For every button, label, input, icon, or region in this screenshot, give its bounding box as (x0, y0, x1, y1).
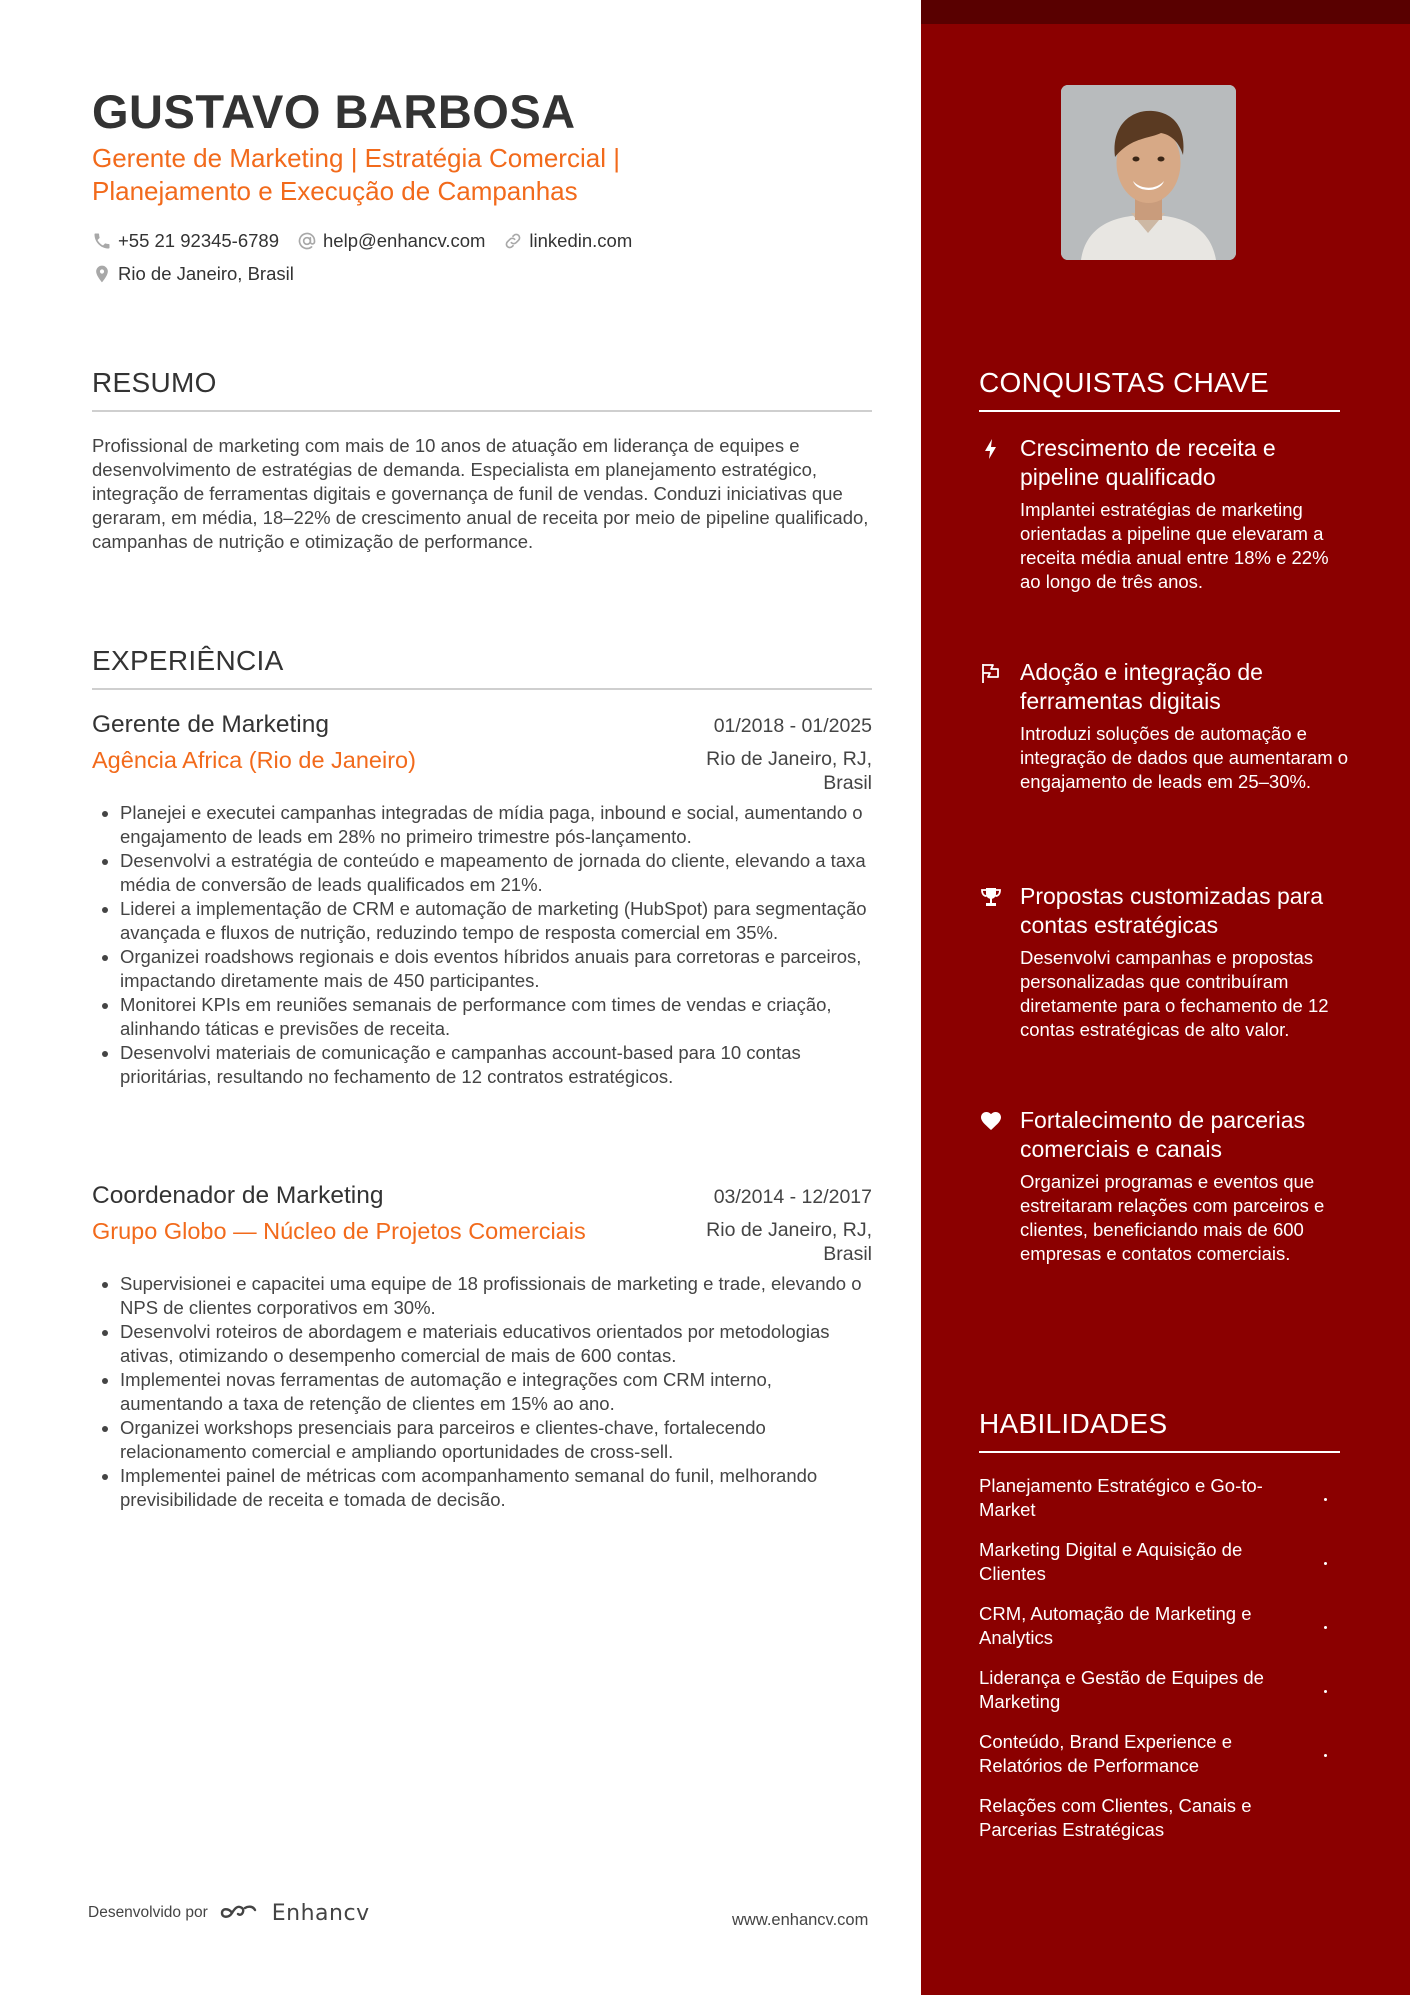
job-location: Rio de Janeiro, RJ, Brasil (706, 1219, 872, 1265)
job-dates: 01/2018 - 01/2025 (713, 715, 872, 737)
location-text: Rio de Janeiro, Brasil (118, 263, 294, 284)
skill-item (979, 1602, 1309, 1650)
summary-section-title: RESUMO (92, 367, 872, 412)
skill-label: Marketing Digital e Aquisição de Clientes (979, 1539, 1243, 1584)
company-name: Agência Africa (Rio de Janeiro) (92, 747, 416, 773)
skill-dot (1324, 1626, 1327, 1629)
enhancv-logo-icon (218, 1900, 268, 1926)
bullet-item: • Desenvolvi roteiros de abordagem e materiais educativos orientados por metodologias ativas, otimizando o desempenho comercial de mais de 600 contas. (120, 1320, 872, 1368)
headline-line-1: Gerente de Marketing | Estratégia Comercial | (92, 143, 620, 173)
headline-line-2: Planejamento e Execução de Campanhas (92, 176, 578, 206)
summary-text: Profissional de marketing com mais de 10 anos de atuação em liderança de equipes e desenvolvimento de estratégias de demanda. Especialista em planejamento estratégico, integração de ferramentas digitais e governança de funil de vendas. Conduzi iniciativas que geraram, em média, 18–22% de crescimento anual de receita por meio de pipeline qualificado, campanhas de nutrição e otimização de performance. (92, 435, 869, 552)
profile-photo (1061, 85, 1236, 260)
headline (92, 142, 852, 208)
achievement-item (979, 658, 1349, 794)
flag-icon (979, 661, 1003, 685)
bullet-item: • Monitorei KPIs em reuniões semanais de performance com times de vendas e criação, alinhando táticas e previsões de receita. (120, 993, 872, 1041)
linkedin-text: linkedin.com (529, 230, 633, 251)
achievement-desc: Implantei estratégias de marketing orientadas a pipeline que elevaram a receita média anual entre 18% e 22% ao longo de três anos. (1020, 499, 1329, 592)
skill-item (979, 1794, 1309, 1842)
job-location: Rio de Janeiro, RJ, Brasil (706, 748, 872, 794)
bullet-item: • Supervisionei e capacitei uma equipe de 18 profissionais de marketing e trade, elevando o NPS de clientes corporativos em 30%. (120, 1272, 872, 1320)
skill-item (979, 1474, 1309, 1522)
achievement-desc: Desenvolvi campanhas e propostas personalizadas que contribuíram diretamente para o fechamento de 12 contas estratégicas de alto valor. (1020, 947, 1329, 1040)
heart-icon (979, 1109, 1003, 1133)
phone-icon (92, 231, 112, 251)
bullet-item: • Implementei painel de métricas com acompanhamento semanal do funil, melhorando previsibilidade de receita e tomada de decisão. (120, 1464, 872, 1512)
job-bullets (92, 801, 872, 1089)
brand-name: Enhancv (271, 1900, 370, 1926)
skill-dot (1324, 1498, 1327, 1501)
skill-dot (1324, 1562, 1327, 1565)
achievement-item (979, 434, 1349, 594)
achievement-item (979, 882, 1349, 1042)
email-text: help@enhancv.com (323, 230, 486, 251)
footer-website[interactable]: www.enhancv.com (732, 1911, 869, 1929)
skill-dot (1324, 1690, 1327, 1693)
location-item (92, 263, 294, 285)
skill-label: Liderança e Gestão de Equipes de Marketing (979, 1667, 1264, 1712)
bullet-item: • Desenvolvi materiais de comunicação e campanhas account-based para 10 contas prioritárias, resultando no fechamento de 12 contratos estratégicos. (120, 1041, 872, 1089)
skill-label: CRM, Automação de Marketing e Analytics (979, 1603, 1252, 1648)
sidebar (921, 0, 1410, 1995)
job-dates: 03/2014 - 12/2017 (713, 1186, 872, 1208)
job-title: Coordenador de Marketing (92, 1182, 384, 1209)
company-name: Grupo Globo — Núcleo de Projetos Comerciais (92, 1218, 586, 1244)
achievement-item (979, 1106, 1349, 1266)
achievements-section-title: CONQUISTAS CHAVE (979, 367, 1340, 412)
lightning-bolt-icon (979, 437, 1003, 461)
skill-dot (1324, 1754, 1327, 1757)
at-icon (297, 231, 317, 251)
job-title: Gerente de Marketing (92, 711, 329, 738)
phone-text: +55 21 92345-6789 (118, 230, 279, 251)
phone-item[interactable] (92, 230, 279, 252)
sidebar-top-band (921, 0, 1410, 24)
achievement-title: Fortalecimento de parcerias comerciais e canais (1020, 1107, 1306, 1162)
bullet-item: • Implementei novas ferramentas de automação e integrações com CRM interno, aumentando a taxa de retenção de clientes em 15% ao ano. (120, 1368, 872, 1416)
job-bullets (92, 1272, 872, 1512)
bullet-item: • Desenvolvi a estratégia de conteúdo e mapeamento de jornada do cliente, elevando a taxa média de conversão de leads qualificados em 21%. (120, 849, 872, 897)
bullet-item: • Liderei a implementação de CRM e automação de marketing (HubSpot) para segmentação avançada e fluxos de nutrição, reduzindo tempo de resposta comercial em 35%. (120, 897, 872, 945)
job-entry-2 (92, 1182, 872, 1512)
footer-credit (88, 1900, 370, 1926)
achievement-title: Propostas customizadas para contas estratégicas (1020, 883, 1323, 938)
achievement-desc: Organizei programas e eventos que estreitaram relações com parceiros e clientes, beneficiando mais de 600 empresas e contatos comerciais. (1020, 1171, 1325, 1264)
bullet-item: • Planejei e executei campanhas integradas de mídia paga, inbound e social, aumentando o engajamento de leads em 28% no primeiro trimestre pós-lançamento. (120, 801, 872, 849)
skill-label: Planejamento Estratégico e Go-to-Market (979, 1475, 1263, 1520)
experience-section-title: EXPERIÊNCIA (92, 645, 872, 690)
trophy-icon (979, 885, 1003, 909)
contact-info (92, 228, 872, 294)
location-pin-icon (92, 264, 112, 284)
link-icon (503, 231, 523, 251)
skill-item (979, 1666, 1309, 1714)
powered-by-text: Desenvolvido por (88, 1904, 208, 1921)
skill-label: Relações com Clientes, Canais e Parcerias Estratégicas (979, 1795, 1252, 1840)
linkedin-item[interactable] (503, 230, 632, 252)
email-item[interactable] (297, 230, 485, 252)
bullet-item: • Organizei workshops presenciais para parceiros e clientes-chave, fortalecendo relacionamento comercial e ampliando oportunidades de cross-sell. (120, 1416, 872, 1464)
candidate-name: GUSTAVO BARBOSA (92, 85, 576, 138)
job-entry-1 (92, 711, 872, 1089)
skills-list (979, 1474, 1341, 1858)
skill-item (979, 1730, 1309, 1778)
achievement-title: Crescimento de receita e pipeline qualificado (1020, 435, 1276, 490)
achievement-title: Adoção e integração de ferramentas digitais (1020, 659, 1263, 714)
achievement-desc: Introduzi soluções de automação e integração de dados que aumentaram o engajamento de leads em 25–30%. (1020, 723, 1349, 792)
skills-section-title: HABILIDADES (979, 1408, 1340, 1453)
skill-label: Conteúdo, Brand Experience e Relatórios de Performance (979, 1731, 1233, 1776)
bullet-item: • Organizei roadshows regionais e dois eventos híbridos anuais para corretoras e parceiros, impactando diretamente mais de 450 participantes. (120, 945, 872, 993)
skill-item (979, 1538, 1309, 1586)
avatar-illustration-icon (1061, 85, 1236, 260)
